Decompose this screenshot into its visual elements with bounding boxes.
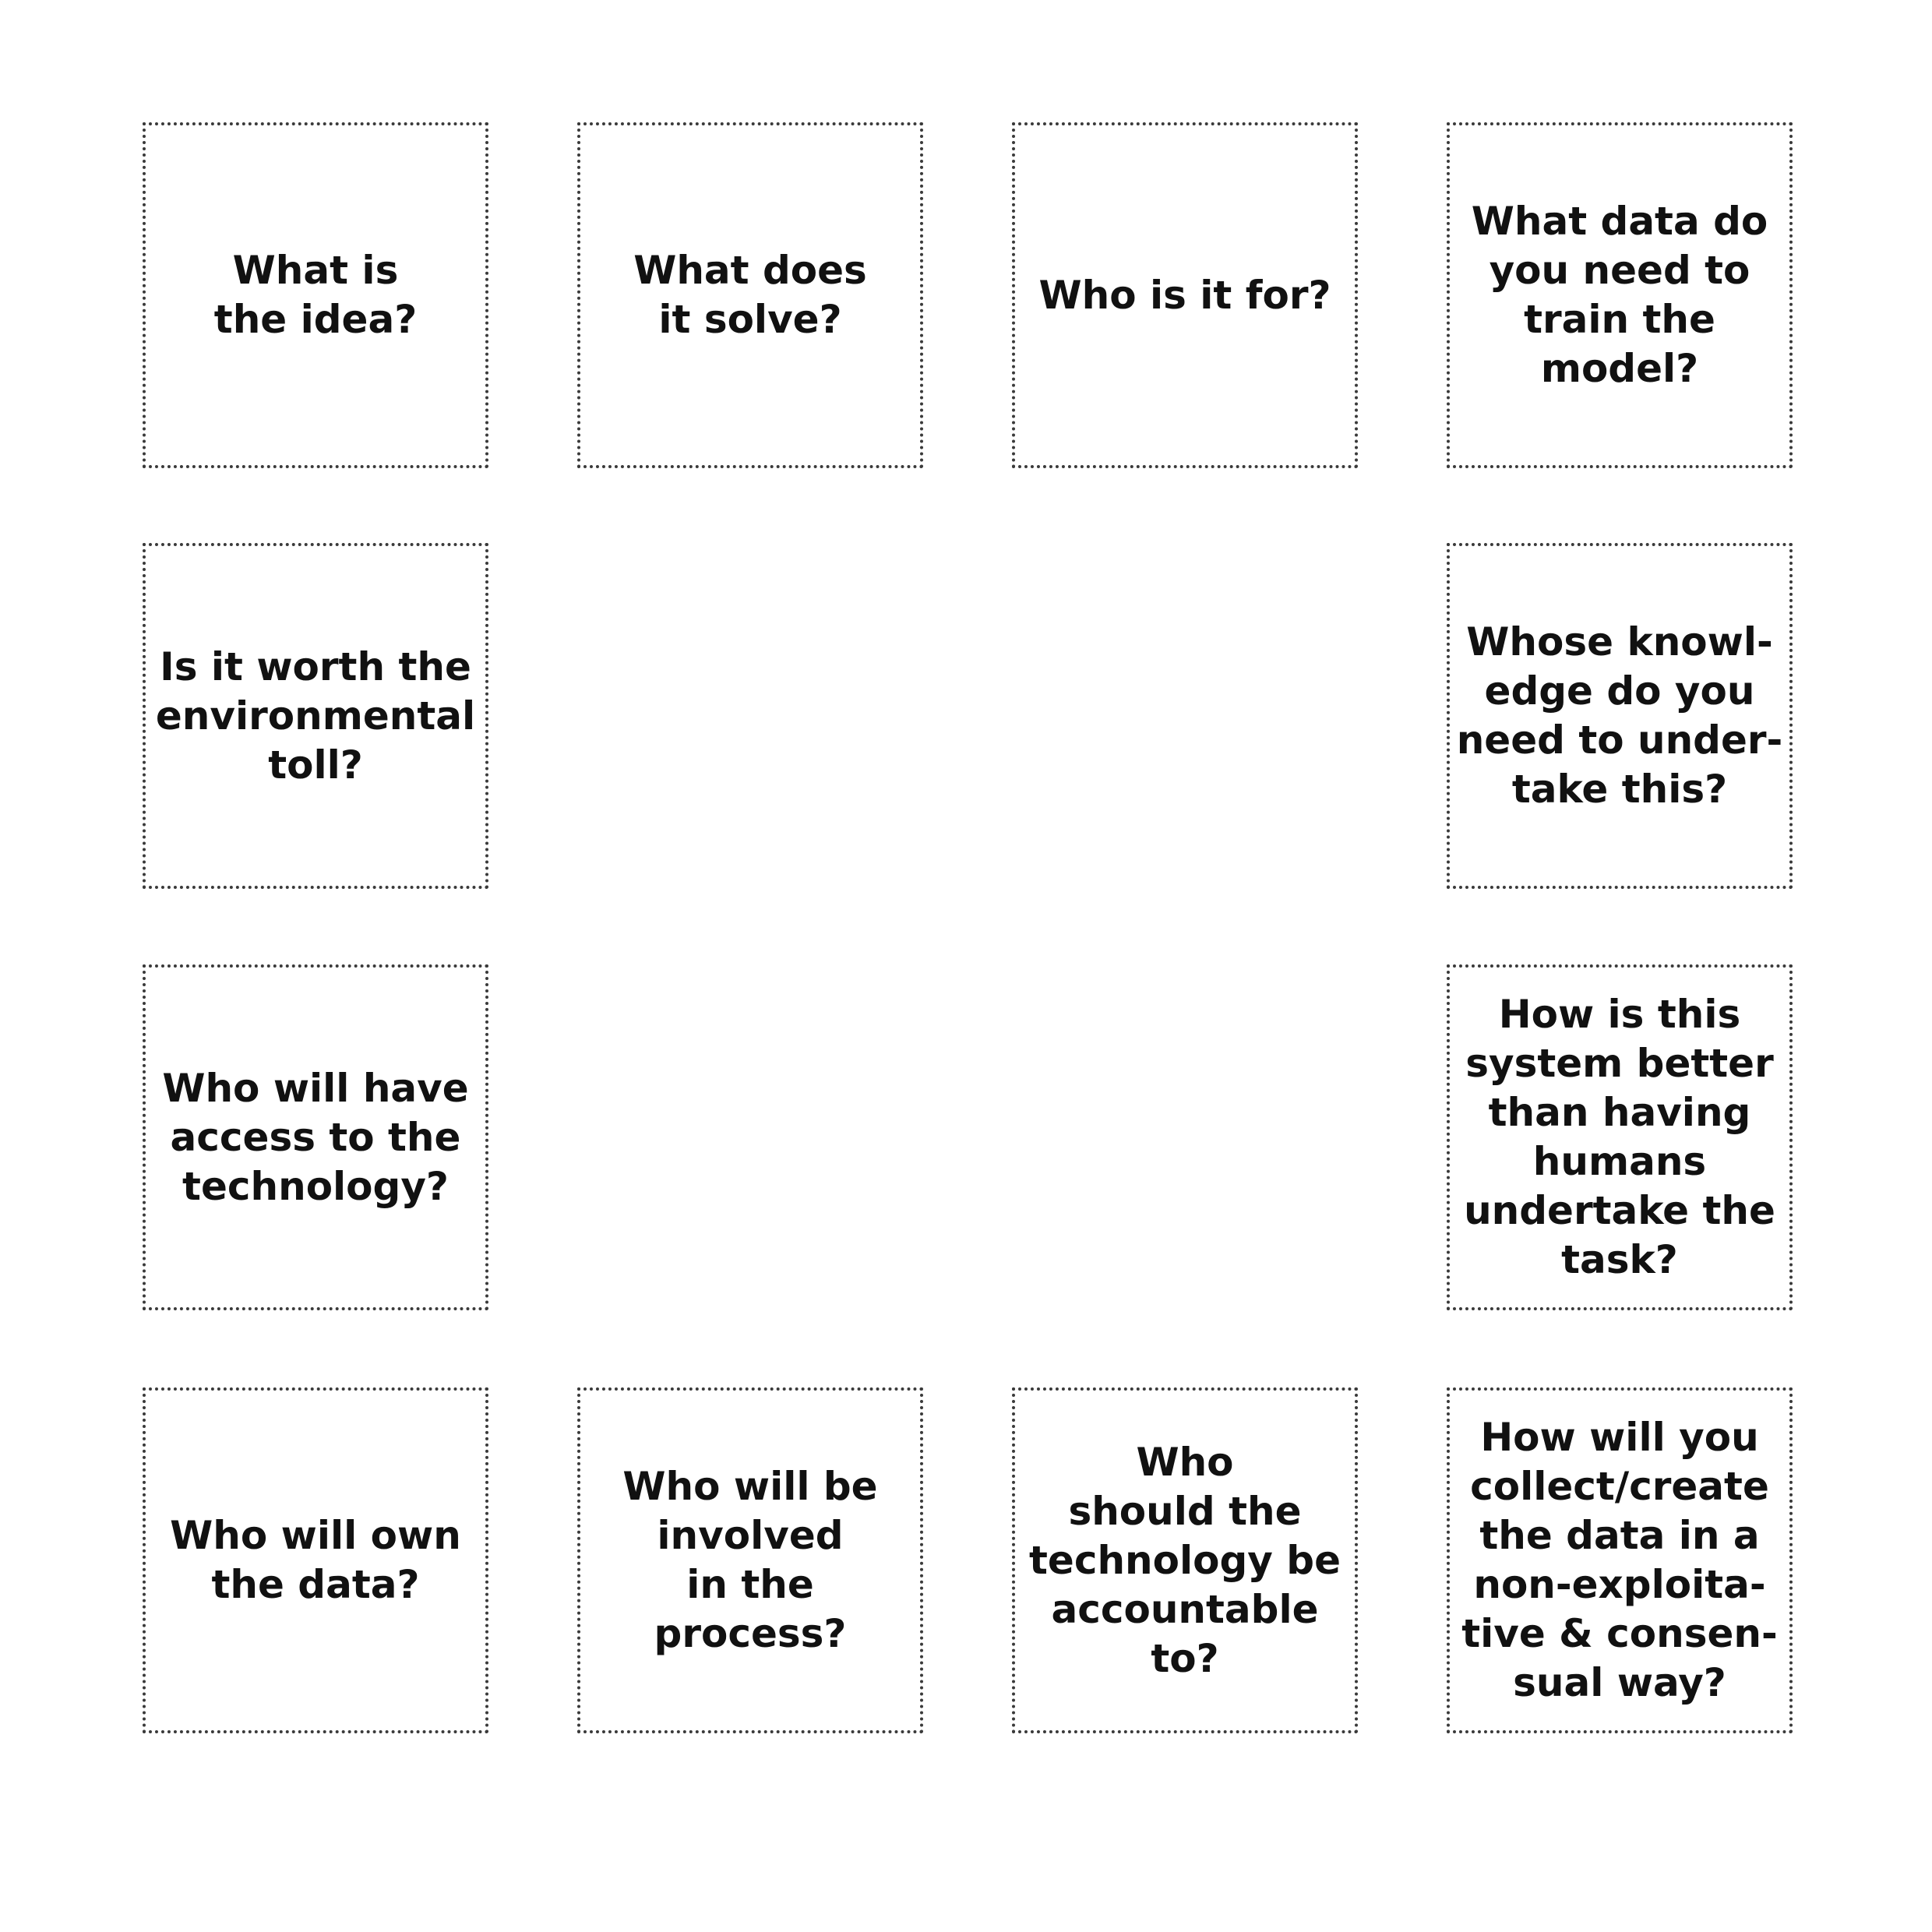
- question-card-text: Who should the technology be accountable to?: [1029, 1439, 1341, 1681]
- question-card-text: What is the idea?: [213, 248, 418, 342]
- question-card-text: Who is it for?: [1038, 272, 1331, 318]
- question-card-text: Who will own the data?: [170, 1513, 461, 1607]
- question-card-text: What data do you need to train the model?: [1471, 199, 1768, 391]
- question-card-audience: [1012, 122, 1358, 468]
- question-card-training-data: [1447, 122, 1793, 468]
- question-card-access: [143, 964, 488, 1310]
- question-card-text: Is it worth the environmental toll?: [155, 643, 476, 788]
- question-card-data-collection: [1447, 1387, 1793, 1733]
- question-card-knowledge: [1447, 543, 1793, 889]
- question-card-text: What does it solve?: [633, 248, 867, 342]
- question-card-text: Who will be involved in the process?: [622, 1464, 878, 1656]
- question-card-text: Whose knowl- edge do you need to under- take this?: [1456, 619, 1783, 812]
- question-card-involvement: [577, 1387, 923, 1733]
- question-card-text: Who will have access to the technology?: [162, 1065, 469, 1209]
- question-card-text: How is this system better than having humans undertake the task?: [1464, 992, 1775, 1282]
- question-card-data-ownership: [143, 1387, 488, 1733]
- question-card-text: How will you collect/create the data in a non-exploita- tive & consen- sual way?: [1461, 1415, 1778, 1705]
- question-card-environment: [143, 543, 488, 889]
- question-card-idea: [143, 122, 488, 468]
- question-card-better-than-humans: [1447, 964, 1793, 1310]
- question-card-accountability: [1012, 1387, 1358, 1733]
- question-card-solve: [577, 122, 923, 468]
